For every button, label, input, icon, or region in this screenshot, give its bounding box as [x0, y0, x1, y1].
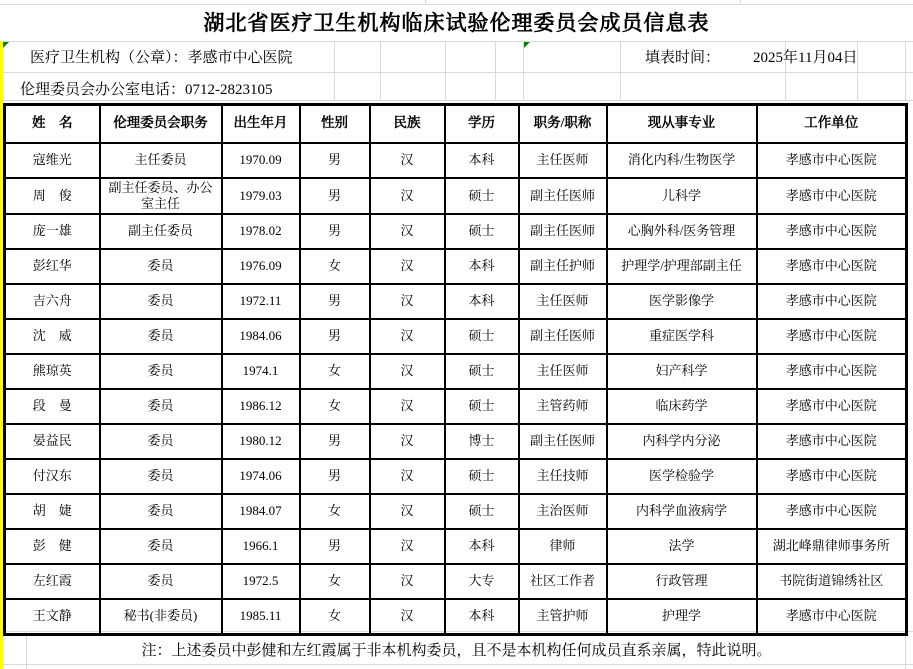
- gridline: [740, 0, 741, 4]
- cell[interactable]: 孝感市中心医院: [757, 249, 907, 284]
- cell[interactable]: 汉: [370, 284, 445, 319]
- cell[interactable]: 王文静: [5, 599, 100, 634]
- cell[interactable]: 男: [300, 529, 370, 564]
- cell[interactable]: 男: [300, 178, 370, 215]
- cell[interactable]: 孝感市中心医院: [757, 284, 907, 319]
- cell[interactable]: 主任医师: [519, 354, 607, 389]
- cell[interactable]: 孝感市中心医院: [757, 143, 907, 178]
- cell[interactable]: 消化内科/生物医学: [607, 143, 757, 178]
- cell[interactable]: 寇维光: [5, 143, 100, 178]
- cell[interactable]: 女: [300, 599, 370, 634]
- cell[interactable]: 付汉东: [5, 459, 100, 494]
- cell[interactable]: 主治医师: [519, 494, 607, 529]
- column-header-3[interactable]: 性别: [300, 105, 370, 143]
- cell[interactable]: 本科: [445, 529, 519, 564]
- cell[interactable]: 委员: [100, 459, 222, 494]
- cell[interactable]: 汉: [370, 143, 445, 178]
- cell[interactable]: 1980.12: [222, 424, 300, 459]
- column-header-8[interactable]: 工作单位: [757, 105, 907, 143]
- cell[interactable]: 汉: [370, 354, 445, 389]
- cell[interactable]: 男: [300, 424, 370, 459]
- cell[interactable]: 孝感市中心医院: [757, 319, 907, 354]
- gridline: [523, 41, 524, 100]
- table-row: [5, 249, 907, 284]
- members-table: [3, 103, 908, 636]
- table-row: [5, 389, 907, 424]
- cell[interactable]: 护理学/护理部副主任: [607, 249, 757, 284]
- cell[interactable]: 副主任医师: [519, 424, 607, 459]
- gridline: [0, 100, 913, 101]
- cell[interactable]: 男: [300, 143, 370, 178]
- cell[interactable]: 彭 健: [5, 529, 100, 564]
- cell[interactable]: 主任医师: [519, 143, 607, 178]
- table-row: [5, 354, 907, 389]
- org-stamp-line[interactable]: 医疗卫生机构（公章）：孝感市中心医院: [30, 50, 293, 66]
- cell[interactable]: 孝感市中心医院: [757, 389, 907, 424]
- ethics-office-phone-line[interactable]: 伦理委员会办公室电话：0712-2823105: [20, 82, 273, 98]
- cell[interactable]: 1984.07: [222, 494, 300, 529]
- column-header-1[interactable]: 伦理委员会职务: [100, 105, 222, 143]
- cell[interactable]: 孝感市中心医院: [757, 214, 907, 249]
- cell[interactable]: 汉: [370, 494, 445, 529]
- cell[interactable]: 段 曼: [5, 389, 100, 424]
- cell[interactable]: 女: [300, 389, 370, 424]
- cell[interactable]: 副主任医师: [519, 214, 607, 249]
- cell[interactable]: 汉: [370, 424, 445, 459]
- fill-date-label[interactable]: 填表时间：: [645, 50, 721, 66]
- cell[interactable]: 女: [300, 494, 370, 529]
- cell[interactable]: 博士: [445, 424, 519, 459]
- table-row: [5, 459, 907, 494]
- cell[interactable]: 硕士: [445, 459, 519, 494]
- cell[interactable]: 1972.11: [222, 284, 300, 319]
- table-row: [5, 599, 907, 634]
- cell[interactable]: 副主任委员: [100, 214, 222, 249]
- cell[interactable]: 吉六舟: [5, 284, 100, 319]
- table-row: [5, 319, 907, 354]
- cell[interactable]: 汉: [370, 178, 445, 215]
- cell[interactable]: 1984.06: [222, 319, 300, 354]
- cell[interactable]: 汉: [370, 214, 445, 249]
- cell[interactable]: 男: [300, 214, 370, 249]
- cell[interactable]: 委员: [100, 564, 222, 599]
- cell[interactable]: 书院街道锦绣社区: [757, 564, 907, 599]
- cell[interactable]: 大专: [445, 564, 519, 599]
- cell[interactable]: 医学检验学: [607, 459, 757, 494]
- cell[interactable]: 男: [300, 284, 370, 319]
- cell[interactable]: 妇产科学: [607, 354, 757, 389]
- gridline: [905, 41, 906, 100]
- cell[interactable]: 汉: [370, 319, 445, 354]
- cell[interactable]: 法学: [607, 529, 757, 564]
- cell[interactable]: 行政管理: [607, 564, 757, 599]
- cell[interactable]: 委员: [100, 319, 222, 354]
- cell[interactable]: 1970.09: [222, 143, 300, 178]
- cell[interactable]: 硕士: [445, 389, 519, 424]
- cell[interactable]: 熊琼英: [5, 354, 100, 389]
- cell[interactable]: 左红霞: [5, 564, 100, 599]
- cell[interactable]: 硕士: [445, 214, 519, 249]
- cell[interactable]: 委员: [100, 284, 222, 319]
- cell[interactable]: 临床药学: [607, 389, 757, 424]
- gridline: [380, 41, 381, 100]
- cell[interactable]: 男: [300, 459, 370, 494]
- cell[interactable]: 孝感市中心医院: [757, 178, 907, 215]
- cell[interactable]: 副主任医师: [519, 178, 607, 215]
- cell[interactable]: 湖北峰鼎律师事务所: [757, 529, 907, 564]
- error-indicator-triangle-icon: [3, 42, 9, 48]
- cell[interactable]: 1974.1: [222, 354, 300, 389]
- cell[interactable]: 女: [300, 249, 370, 284]
- fill-date-value[interactable]: 2025年11月04日: [753, 50, 858, 66]
- cell[interactable]: 孝感市中心医院: [757, 424, 907, 459]
- footer-note: 注：上述委员中彭健和左红霞属于非本机构委员，且不是本机构任何成员直系亲属，特此说明。: [141, 643, 772, 659]
- cell[interactable]: 孝感市中心医院: [757, 599, 907, 634]
- cell[interactable]: 本科: [445, 599, 519, 634]
- cell[interactable]: 汉: [370, 599, 445, 634]
- cell[interactable]: 男: [300, 319, 370, 354]
- cell[interactable]: 1985.11: [222, 599, 300, 634]
- gridline: [0, 664, 913, 665]
- cell[interactable]: 副主任医师: [519, 319, 607, 354]
- cell[interactable]: 律师: [519, 529, 607, 564]
- cell[interactable]: 1976.09: [222, 249, 300, 284]
- cell[interactable]: 本科: [445, 249, 519, 284]
- cell[interactable]: 1979.03: [222, 178, 300, 215]
- cell[interactable]: 主任委员: [100, 143, 222, 178]
- cell[interactable]: 女: [300, 354, 370, 389]
- cell[interactable]: 孝感市中心医院: [757, 494, 907, 529]
- column-header-0[interactable]: 姓 名: [5, 105, 100, 143]
- cell[interactable]: 汉: [370, 389, 445, 424]
- cell[interactable]: 孝感市中心医院: [757, 354, 907, 389]
- column-header-6[interactable]: 职务/职称: [519, 105, 607, 143]
- cell[interactable]: 汉: [370, 529, 445, 564]
- cell[interactable]: 内科学血液病学: [607, 494, 757, 529]
- gridline: [0, 4, 913, 5]
- cell[interactable]: 硕士: [445, 494, 519, 529]
- cell[interactable]: 1966.1: [222, 529, 300, 564]
- cell[interactable]: 本科: [445, 143, 519, 178]
- cell[interactable]: 秘书(非委员): [100, 599, 222, 634]
- table-row: [5, 424, 907, 459]
- gridline: [0, 41, 913, 42]
- cell[interactable]: 委员: [100, 249, 222, 284]
- cell[interactable]: 胡 婕: [5, 494, 100, 529]
- table-row: [5, 143, 907, 178]
- column-header-2[interactable]: 出生年月: [222, 105, 300, 143]
- gridline: [425, 0, 426, 4]
- cell[interactable]: 晏益民: [5, 424, 100, 459]
- table-row: [5, 178, 907, 215]
- column-header-5[interactable]: 学历: [445, 105, 519, 143]
- cell[interactable]: 委员: [100, 494, 222, 529]
- cell[interactable]: 主管药师: [519, 389, 607, 424]
- cell[interactable]: 副主任委员、办公室主任: [100, 178, 222, 215]
- cell[interactable]: 重症医学科: [607, 319, 757, 354]
- column-header-7[interactable]: 现从事专业: [607, 105, 757, 143]
- cell[interactable]: 心胸外科/医务管理: [607, 214, 757, 249]
- table-row: [5, 214, 907, 249]
- cell[interactable]: 庞一雄: [5, 214, 100, 249]
- cell[interactable]: 主任医师: [519, 284, 607, 319]
- cell[interactable]: 女: [300, 564, 370, 599]
- cell[interactable]: 委员: [100, 354, 222, 389]
- gridline: [334, 41, 335, 100]
- cell[interactable]: 汉: [370, 249, 445, 284]
- cell[interactable]: 委员: [100, 424, 222, 459]
- cell[interactable]: 医学影像学: [607, 284, 757, 319]
- gridline: [495, 41, 496, 100]
- table-row: [5, 529, 907, 564]
- table-row: [5, 284, 907, 319]
- cell[interactable]: 孝感市中心医院: [757, 459, 907, 494]
- cell[interactable]: 硕士: [445, 178, 519, 215]
- page-title: 湖北省医疗卫生机构临床试验伦理委员会成员信息表: [203, 11, 710, 35]
- cell[interactable]: 1974.06: [222, 459, 300, 494]
- cell[interactable]: 副主任护师: [519, 249, 607, 284]
- table-row: [5, 564, 907, 599]
- cell[interactable]: 委员: [100, 529, 222, 564]
- cell[interactable]: 汉: [370, 564, 445, 599]
- cell[interactable]: 1986.12: [222, 389, 300, 424]
- cell[interactable]: 内科学内分泌: [607, 424, 757, 459]
- table-header-row: [5, 105, 907, 143]
- gridline: [0, 72, 913, 73]
- cell[interactable]: 沈 威: [5, 319, 100, 354]
- cell[interactable]: 1978.02: [222, 214, 300, 249]
- cell[interactable]: 护理学: [607, 599, 757, 634]
- table-row: [5, 494, 907, 529]
- cell[interactable]: 主管护师: [519, 599, 607, 634]
- gridline: [445, 41, 446, 100]
- cell[interactable]: 汉: [370, 459, 445, 494]
- cell[interactable]: 硕士: [445, 319, 519, 354]
- cell[interactable]: 儿科学: [607, 178, 757, 215]
- cell[interactable]: 周 俊: [5, 178, 100, 215]
- cell[interactable]: 本科: [445, 284, 519, 319]
- column-header-4[interactable]: 民族: [370, 105, 445, 143]
- cell[interactable]: 社区工作者: [519, 564, 607, 599]
- cell[interactable]: 主任技师: [519, 459, 607, 494]
- error-indicator-triangle-icon: [524, 42, 530, 48]
- cell[interactable]: 彭红华: [5, 249, 100, 284]
- cell[interactable]: 1972.5: [222, 564, 300, 599]
- cell[interactable]: 委员: [100, 389, 222, 424]
- gridline: [620, 41, 621, 100]
- cell[interactable]: 硕士: [445, 354, 519, 389]
